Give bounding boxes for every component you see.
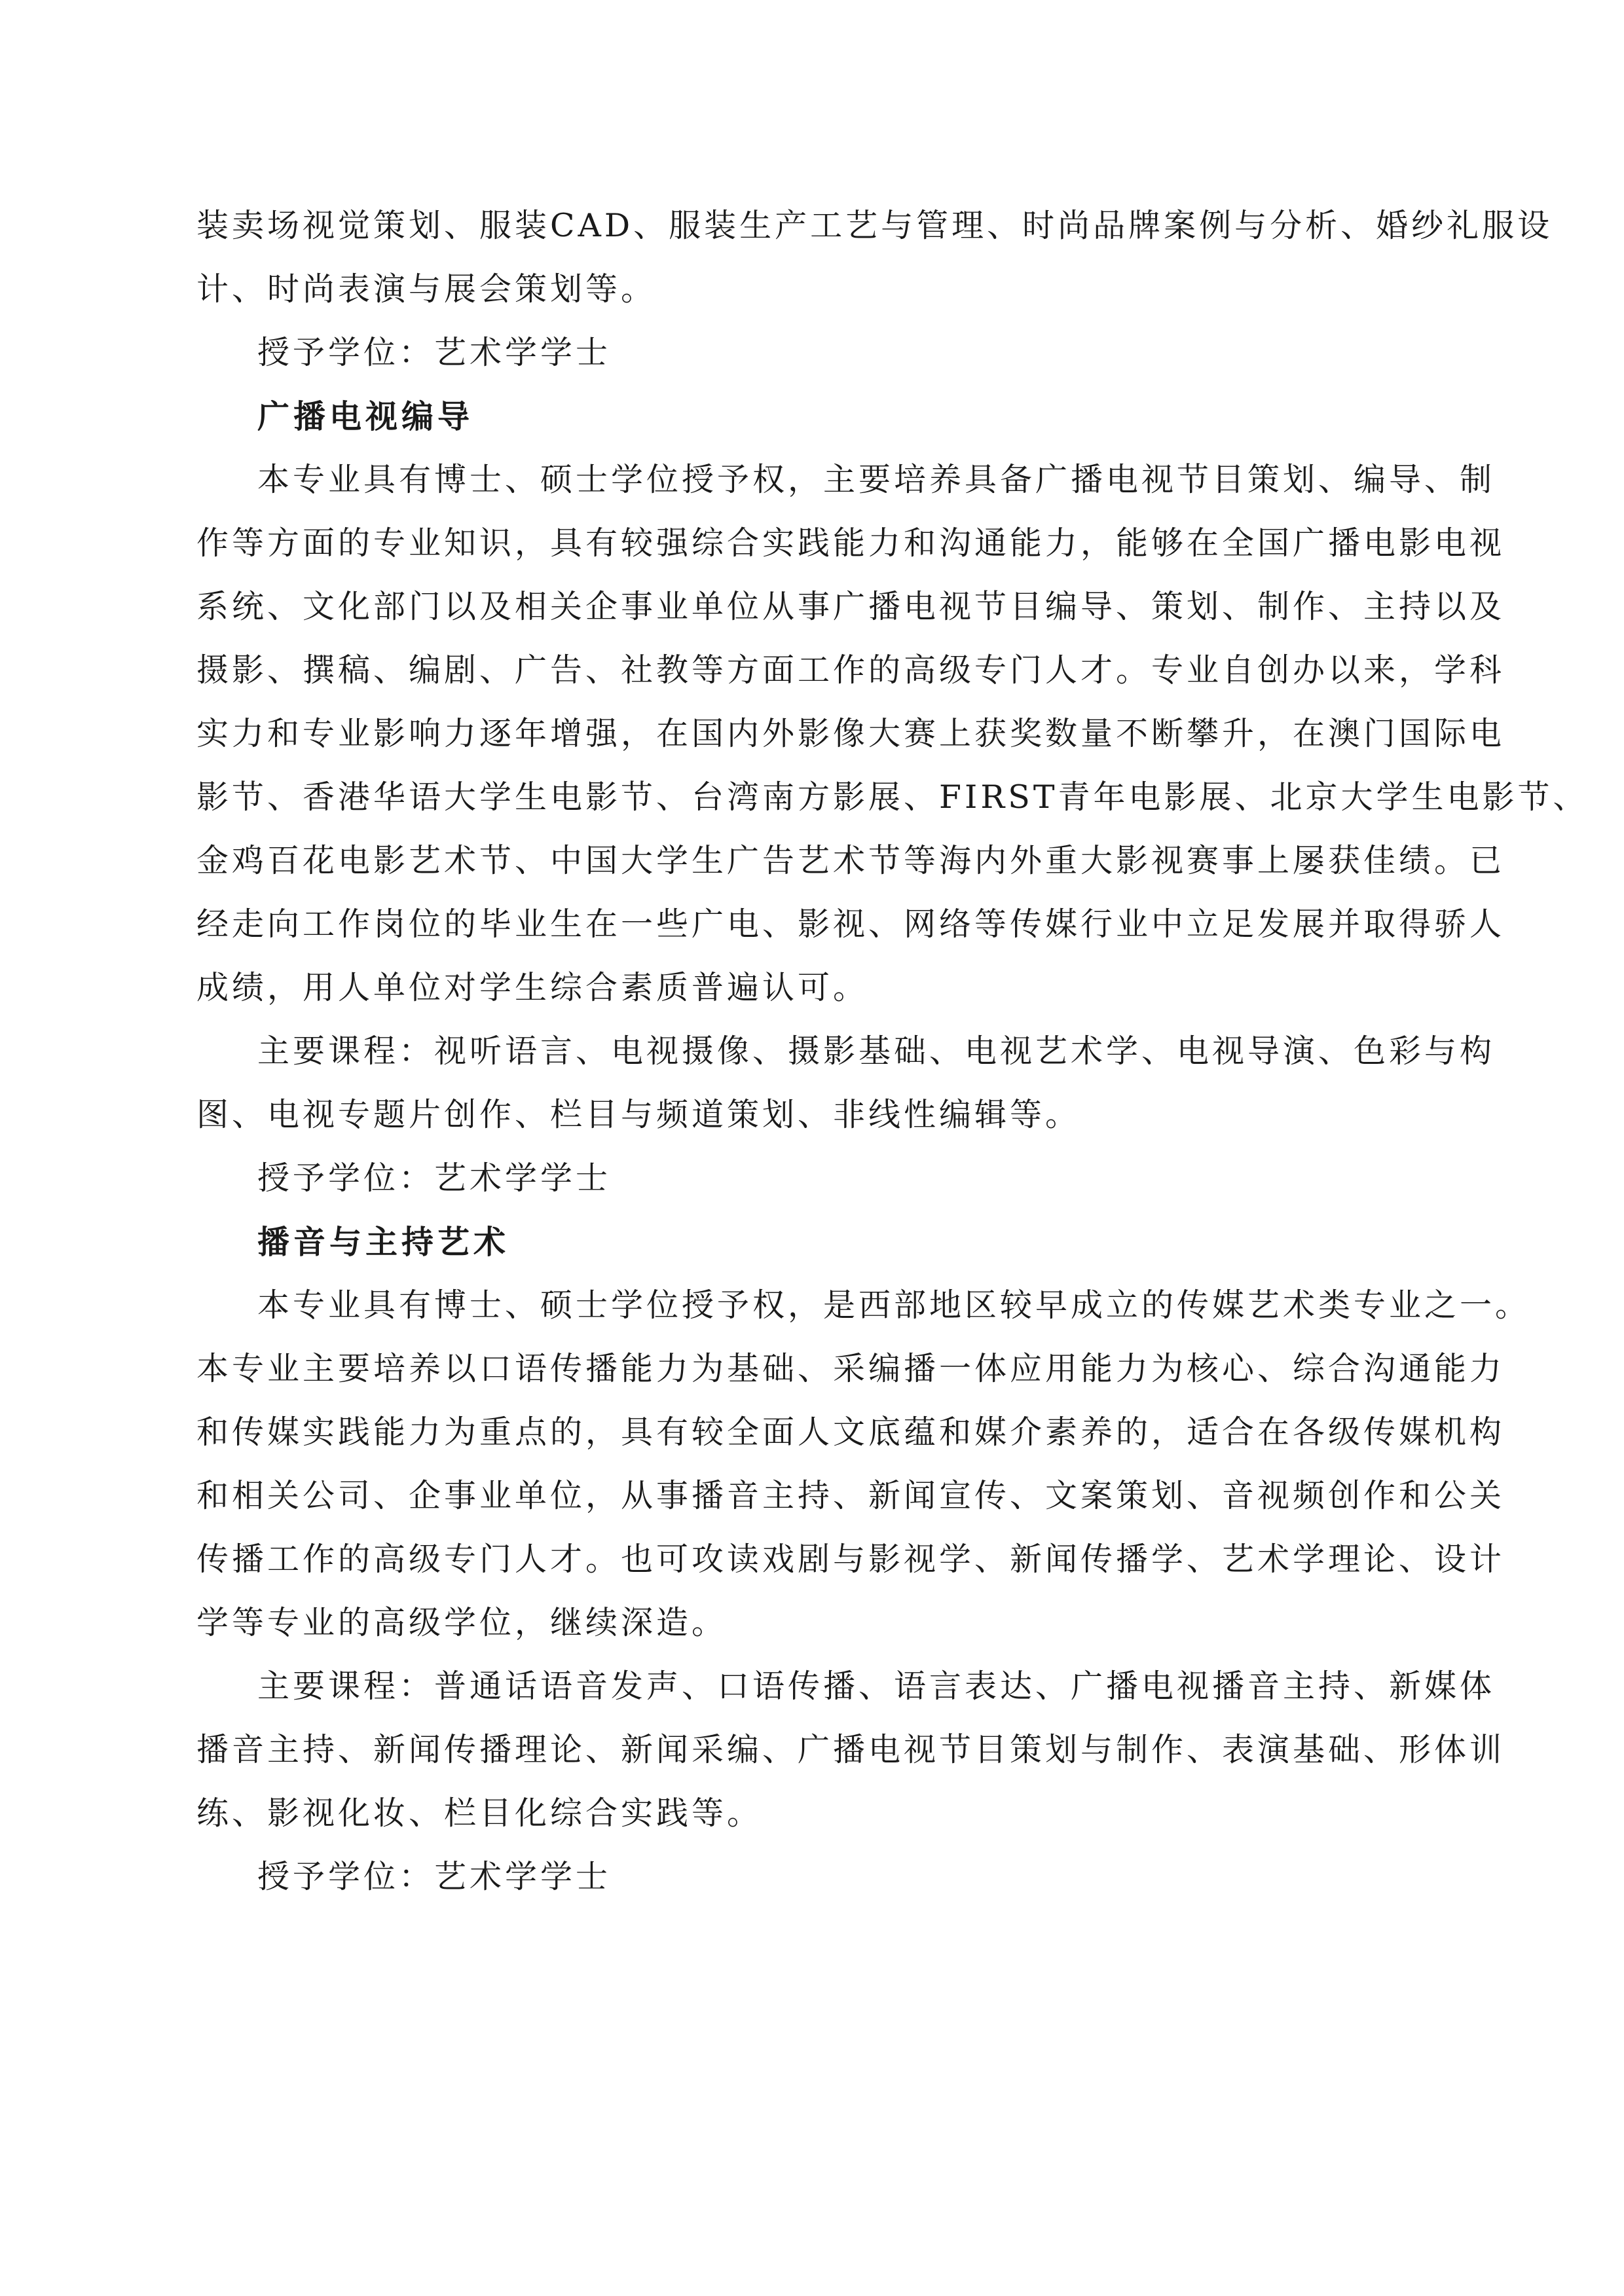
degree-line: 授予学位：艺术学学士: [257, 1858, 612, 1895]
courses-line: 播音主持、新闻传播理论、新闻采编、广播电视节目策划与制作、表演基础、形体训: [196, 1731, 1505, 1768]
paragraph-line: 金鸡百花电影艺术节、中国大学生广告艺术节等海内外重大影视赛事上屡获佳绩。已: [196, 842, 1505, 879]
paragraph-line: 摄影、撰稿、编剧、广告、社教等方面工作的高级专门人才。专业自创办以来，学科: [196, 651, 1505, 689]
section-heading: 广播电视编导: [257, 397, 474, 435]
paragraph-line: 成绩，用人单位对学生综合素质普遍认可。: [196, 969, 869, 1006]
paragraph-line: 学等专业的高级学位，继续深造。: [196, 1604, 728, 1641]
paragraph-line: 计、时尚表演与展会策划等。: [196, 270, 657, 308]
paragraph-line: 经走向工作岗位的毕业生在一些广电、影视、网络等传媒行业中立足发展并取得骄人: [196, 905, 1505, 943]
paragraph-line: 实力和专业影响力逐年增强，在国内外影像大赛上获奖数量不断攀升，在澳门国际电: [196, 715, 1505, 752]
courses-line: 练、影视化妆、栏目化综合实践等。: [196, 1795, 763, 1832]
paragraph-line: 本专业具有博士、硕士学位授予权，是西部地区较早成立的传媒艺术类专业之一。: [257, 1286, 1531, 1324]
courses-line: 图、电视专题片创作、栏目与频道策划、非线性编辑等。: [196, 1096, 1081, 1133]
courses-line: 主要课程：普通话语音发声、口语传播、语言表达、广播电视播音主持、新媒体: [257, 1667, 1496, 1705]
paragraph-line: 和传媒实践能力为重点的，具有较全面人文底蕴和媒介素养的，适合在各级传媒机构: [196, 1413, 1505, 1451]
paragraph-line: 本专业具有博士、硕士学位授予权，主要培养具备广播电视节目策划、编导、制: [257, 461, 1496, 498]
degree-line: 授予学位：艺术学学士: [257, 334, 612, 371]
section-heading: 播音与主持艺术: [257, 1223, 510, 1261]
paragraph-line: 影节、香港华语大学生电影节、台湾南方影展、FIRST青年电影展、北京大学生电影节、: [196, 778, 1589, 816]
paragraph-line: 作等方面的专业知识，具有较强综合实践能力和沟通能力，能够在全国广播电影电视: [196, 524, 1505, 562]
courses-line: 主要课程：视听语言、电视摄像、摄影基础、电视艺术学、电视导演、色彩与构: [257, 1032, 1496, 1070]
degree-line: 授予学位：艺术学学士: [257, 1159, 612, 1197]
paragraph-line: 装卖场视觉策划、服装CAD、服装生产工艺与管理、时尚品牌案例与分析、婚纱礼服设: [196, 207, 1553, 244]
paragraph-line: 本专业主要培养以口语传播能力为基础、采编播一体应用能力为核心、综合沟通能力: [196, 1350, 1505, 1387]
paragraph-line: 和相关公司、企事业单位，从事播音主持、新闻宣传、文案策划、音视频创作和公关: [196, 1477, 1505, 1514]
paragraph-line: 传播工作的高级专门人才。也可攻读戏剧与影视学、新闻传播学、艺术学理论、设计: [196, 1540, 1505, 1578]
paragraph-line: 系统、文化部门以及相关企事业单位从事广播电视节目编导、策划、制作、主持以及: [196, 588, 1505, 625]
